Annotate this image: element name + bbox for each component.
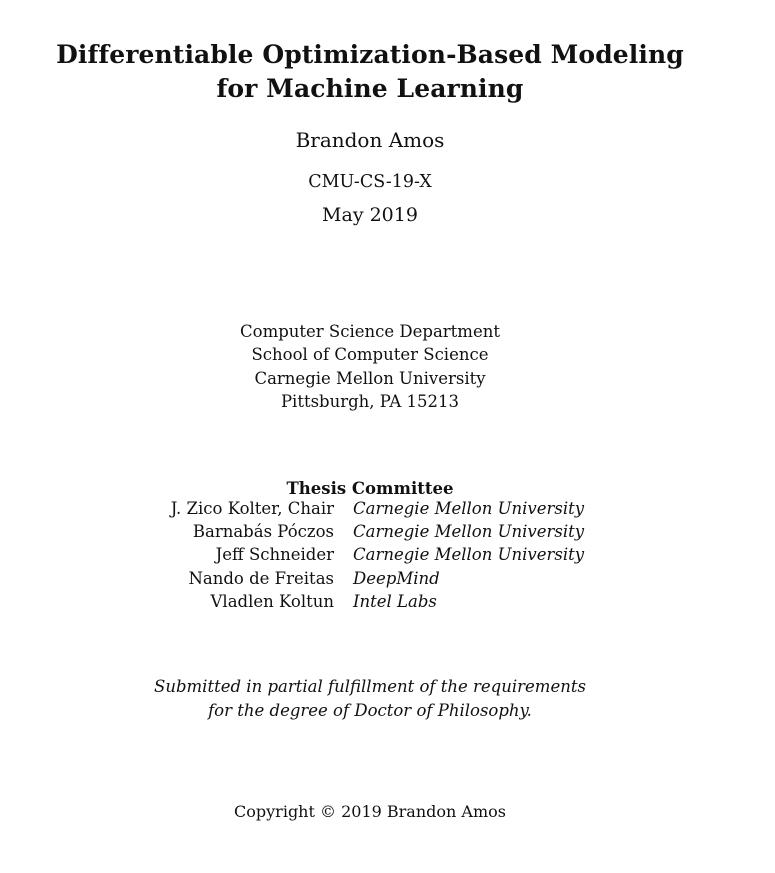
committee-member: [0, 520, 740, 543]
member-name: Jeff Schneider: [215, 545, 334, 565]
address-line: Carnegie Mellon University: [254, 368, 486, 388]
committee-list: [0, 497, 740, 613]
member-name: Vladlen Koltun: [210, 591, 334, 611]
submission-statement: [0, 675, 740, 722]
committee-member: [0, 567, 740, 590]
copyright-notice: Copyright © 2019 Brandon Amos: [234, 802, 506, 821]
author-name: Brandon Amos: [295, 128, 445, 152]
member-affiliation: Carnegie Mellon University: [353, 545, 585, 565]
committee-member: [0, 497, 740, 520]
member-affiliation: DeepMind: [353, 568, 440, 588]
report-number: CMU-CS-19-X: [308, 172, 432, 192]
thesis-title-line-2: for Machine Learning: [216, 74, 524, 103]
department-address: [0, 320, 740, 413]
committee-heading: Thesis Committee: [286, 479, 454, 498]
committee-member: [0, 590, 740, 613]
submission-line-2: for the degree of Doctor of Philosophy.: [208, 700, 532, 720]
committee-member: [0, 543, 740, 566]
member-name: J. Zico Kolter, Chair: [170, 499, 334, 518]
thesis-title: [0, 38, 740, 106]
member-name: Nando de Freitas: [188, 568, 334, 588]
member-affiliation: Intel Labs: [353, 591, 437, 611]
member-name: Barnabás Póczos: [192, 522, 334, 542]
member-affiliation: Carnegie Mellon University: [353, 499, 585, 518]
member-affiliation: Carnegie Mellon University: [353, 522, 585, 542]
submission-line-1: Submitted in partial fulfillment of the requirements: [154, 677, 586, 696]
address-line: School of Computer Science: [251, 345, 489, 365]
address-line: Computer Science Department: [240, 322, 500, 341]
publication-date: May 2019: [322, 204, 418, 226]
thesis-title-line-1: Differentiable Optimization-Based Modeling: [56, 40, 684, 69]
address-line: Pittsburgh, PA 15213: [280, 391, 460, 411]
